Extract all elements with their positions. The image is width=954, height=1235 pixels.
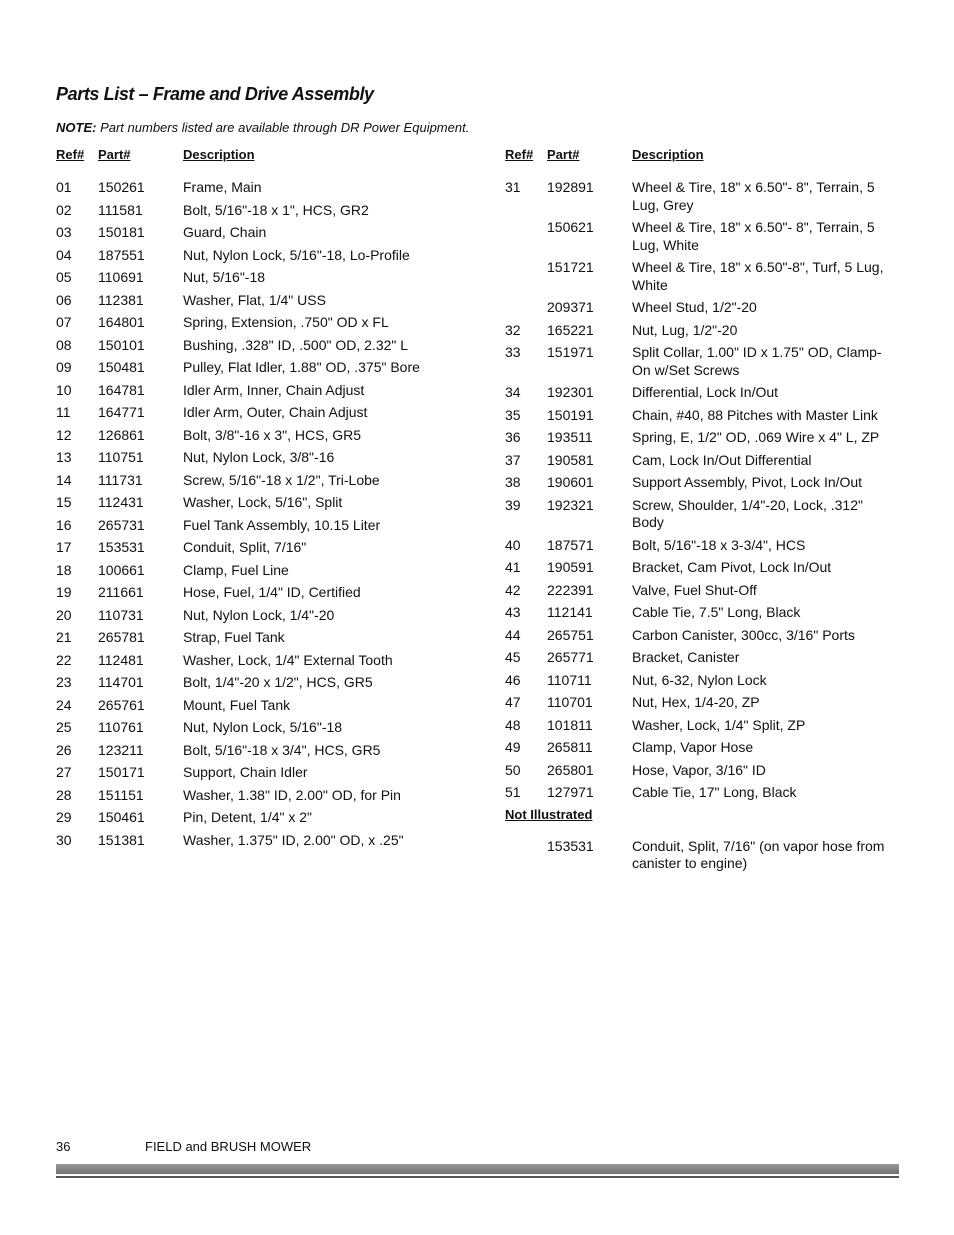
table-header [56, 147, 476, 167]
table-row [56, 202, 476, 220]
table-row [505, 649, 905, 667]
description-cell: Conduit, Split, 7/16" [183, 539, 307, 555]
part-number-cell: 110761 [98, 719, 144, 735]
ref-cell: 33 [505, 344, 521, 360]
ref-cell: 39 [505, 496, 521, 513]
part-number-cell: 265761 [98, 696, 145, 713]
ref-cell: 24 [56, 696, 72, 713]
part-number-cell: 150191 [547, 406, 594, 423]
table-row [56, 584, 476, 602]
ref-cell: 25 [56, 719, 72, 735]
part-number-cell: 190591 [547, 559, 594, 575]
table-row [56, 607, 476, 625]
ref-cell: 45 [505, 649, 521, 665]
not-illustrated-rows [505, 838, 905, 873]
description-cell: Bracket, Canister [632, 649, 740, 665]
table-row [56, 562, 476, 580]
table-row [505, 604, 905, 622]
table-row [56, 359, 476, 377]
description-cell: Support Assembly, Pivot, Lock In/Out [632, 474, 863, 490]
note-label: NOTE: [56, 120, 97, 135]
part-number-cell: 150621 [547, 219, 594, 235]
parts-rows-right [505, 179, 905, 802]
description-cell: Conduit, Split, 7/16" (on vapor hose from canister to engine) [632, 837, 885, 871]
part-number-cell: 112141 [547, 604, 593, 620]
table-row [56, 674, 476, 692]
not-illustrated-heading: Not Illustrated [505, 806, 593, 822]
table-row [56, 382, 476, 400]
header-part: Part# [98, 147, 131, 162]
table-row [56, 697, 476, 715]
description-cell: Bushing, .328" ID, .500" OD, 2.32" L [183, 336, 409, 353]
ref-cell: 35 [505, 406, 521, 423]
ref-cell: 32 [505, 321, 521, 338]
part-number-cell: 192321 [547, 496, 594, 513]
table-row [56, 494, 476, 512]
table-row [56, 652, 476, 670]
header-ref: Ref# [505, 147, 534, 162]
description-cell: Hose, Vapor, 3/16" ID [632, 761, 766, 778]
description-cell: Screw, 5/16"-18 x 1/2", Tri-Lobe [183, 471, 380, 488]
description-cell: Bracket, Cam Pivot, Lock In/Out [632, 559, 832, 575]
table-row [505, 762, 905, 780]
table-row [56, 404, 476, 422]
table-row [505, 784, 905, 802]
description-cell: Frame, Main [183, 179, 262, 195]
part-number-cell: 192301 [547, 384, 594, 400]
ref-cell: 31 [505, 179, 521, 195]
part-number-cell: 123211 [98, 741, 144, 758]
part-number-cell: 265731 [98, 516, 145, 533]
part-number-cell: 110731 [98, 606, 144, 623]
table-row [56, 269, 476, 287]
table-row [505, 559, 905, 577]
table-row [505, 739, 905, 757]
ref-cell: 29 [56, 809, 72, 825]
part-number-cell: 150461 [98, 809, 145, 825]
part-number-cell: 190581 [547, 451, 594, 468]
ref-cell: 11 [56, 404, 71, 420]
table-row [505, 219, 905, 254]
part-number-cell: 187571 [547, 536, 594, 553]
header-description: Description [632, 147, 704, 162]
ref-cell: 16 [56, 516, 72, 533]
description-cell: Washer, Lock, 1/4" External Tooth [183, 651, 393, 668]
part-number-cell: 150101 [98, 336, 145, 353]
ref-cell: 47 [505, 694, 521, 710]
ref-cell: 12 [56, 426, 72, 443]
description-cell: Washer, 1.38" ID, 2.00" OD, for Pin [183, 786, 401, 803]
table-row [56, 472, 476, 490]
part-number-cell: 100661 [98, 561, 145, 578]
description-cell: Spring, E, 1/2" OD, .069 Wire x 4" L, ZP [632, 429, 880, 445]
description-cell: Nut, Nylon Lock, 1/4"-20 [183, 606, 335, 623]
part-number-cell: 150181 [98, 224, 145, 240]
description-cell: Washer, Lock, 5/16", Split [183, 494, 343, 510]
header-part: Part# [547, 147, 580, 162]
table-row [505, 672, 905, 690]
part-number-cell: 153531 [547, 837, 594, 854]
part-number-cell: 151151 [98, 786, 144, 803]
description-cell: Differential, Lock In/Out [632, 384, 779, 400]
footer-title: FIELD and BRUSH MOWER [145, 1139, 312, 1154]
part-number-cell: 101811 [547, 716, 593, 733]
part-number-cell: 193511 [547, 429, 593, 445]
header-ref: Ref# [56, 147, 85, 162]
ref-cell: 04 [56, 246, 72, 263]
table-row [56, 787, 476, 805]
table-row [56, 314, 476, 332]
part-number-cell: 211661 [98, 584, 144, 600]
description-cell: Cable Tie, 7.5" Long, Black [632, 604, 801, 620]
ref-cell: 10 [56, 381, 72, 398]
description-cell: Split Collar, 1.00" ID x 1.75" OD, Clamp-On w/Set Screws [632, 344, 882, 378]
ref-cell: 44 [505, 626, 521, 643]
description-cell: Wheel Stud, 1/2"-20 [632, 299, 757, 315]
table-row [56, 292, 476, 310]
table-row [505, 497, 905, 532]
description-cell: Nut, 6-32, Nylon Lock [632, 671, 767, 688]
description-cell: Pin, Detent, 1/4" x 2" [183, 809, 313, 825]
part-number-cell: 127971 [547, 784, 594, 800]
part-number-cell: 164801 [98, 314, 145, 330]
ref-cell: 05 [56, 269, 72, 285]
table-row [505, 384, 905, 402]
table-row [56, 247, 476, 265]
description-cell: Bolt, 5/16"-18 x 3-3/4", HCS [632, 536, 806, 553]
description-cell: Strap, Fuel Tank [183, 629, 285, 645]
part-number-cell: 151971 [547, 344, 594, 360]
part-number-cell: 110751 [98, 449, 144, 465]
description-cell: Nut, Lug, 1/2"-20 [632, 321, 738, 338]
part-number-cell: 150481 [98, 359, 145, 375]
description-cell: Screw, Shoulder, 1/4"-20, Lock, .312" Body [632, 496, 863, 530]
table-row [505, 627, 905, 645]
part-number-cell: 111581 [98, 201, 143, 218]
part-number-cell: 114701 [98, 674, 144, 690]
part-number-cell: 265751 [547, 626, 594, 643]
part-number-cell: 112381 [98, 291, 144, 308]
description-cell: Mount, Fuel Tank [183, 696, 291, 713]
ref-cell: 06 [56, 291, 72, 308]
ref-cell: 51 [505, 784, 521, 800]
part-number-cell: 111731 [98, 471, 143, 488]
table-row [505, 259, 905, 294]
ref-cell: 27 [56, 764, 72, 780]
table-row [56, 539, 476, 557]
description-cell: Wheel & Tire, 18" x 6.50"- 8", Terrain, 5 Lug, White [632, 219, 875, 253]
table-row [56, 179, 476, 197]
footer-rule [56, 1176, 899, 1178]
part-number-cell: 164781 [98, 381, 145, 398]
description-cell: Idler Arm, Inner, Chain Adjust [183, 381, 365, 398]
part-number-cell: 112481 [98, 651, 144, 668]
description-cell: Bolt, 5/16"-18 x 1", HCS, GR2 [183, 201, 369, 218]
ref-cell: 23 [56, 674, 72, 690]
ref-cell: 49 [505, 739, 521, 755]
description-cell: Wheel & Tire, 18" x 6.50"-8", Turf, 5 Lug, White [632, 259, 884, 293]
part-number-cell: 209371 [547, 299, 594, 315]
part-number-cell: 151381 [98, 831, 145, 848]
description-cell: Cam, Lock In/Out Differential [632, 451, 812, 468]
ref-cell: 30 [56, 831, 72, 848]
description-cell: Cable Tie, 17" Long, Black [632, 784, 797, 800]
table-row [505, 429, 905, 447]
header-description: Description [183, 147, 255, 162]
part-number-cell: 165221 [547, 321, 594, 338]
table-row [56, 809, 476, 827]
ref-cell: 07 [56, 314, 72, 330]
description-cell: Support, Chain Idler [183, 764, 308, 780]
description-cell: Fuel Tank Assembly, 10.15 Liter [183, 516, 381, 533]
parts-table-left [56, 147, 476, 854]
part-number-cell: 265811 [547, 739, 593, 755]
description-cell: Bolt, 5/16"-18 x 3/4", HCS, GR5 [183, 741, 381, 758]
table-row [505, 322, 905, 340]
parts-table-right [505, 147, 905, 878]
ref-cell: 38 [505, 474, 521, 490]
ref-cell: 14 [56, 471, 72, 488]
ref-cell: 20 [56, 606, 72, 623]
part-number-cell: 187551 [98, 246, 145, 263]
description-cell: Bolt, 3/8"-16 x 3", HCS, GR5 [183, 426, 362, 443]
description-cell: Wheel & Tire, 18" x 6.50"- 8", Terrain, 5 Lug, Grey [632, 179, 875, 213]
ref-cell: 50 [505, 761, 521, 778]
part-number-cell: 112431 [98, 494, 144, 510]
part-number-cell: 153531 [98, 539, 145, 555]
table-row [56, 337, 476, 355]
ref-cell: 26 [56, 741, 72, 758]
table-row [56, 719, 476, 737]
description-cell: Carbon Canister, 300cc, 3/16" Ports [632, 626, 855, 643]
description-cell: Washer, 1.375" ID, 2.00" OD, x .25" [183, 831, 404, 848]
table-row [56, 764, 476, 782]
ref-cell: 37 [505, 451, 521, 468]
description-cell: Spring, Extension, .750" OD x FL [183, 314, 389, 330]
table-row [56, 224, 476, 242]
table-row [505, 717, 905, 735]
description-cell: Nut, Hex, 1/4-20, ZP [632, 694, 760, 710]
ref-cell: 41 [505, 559, 521, 575]
note-text: Part numbers listed are available through DR Power Equipment. [100, 120, 470, 135]
part-number-cell: 265781 [98, 629, 145, 645]
ref-cell: 09 [56, 359, 72, 375]
part-number-cell: 126861 [98, 426, 145, 443]
ref-cell: 36 [505, 429, 521, 445]
ref-cell: 43 [505, 604, 521, 620]
table-row [56, 427, 476, 445]
table-row [56, 517, 476, 535]
table-row [505, 344, 905, 379]
ref-cell: 01 [56, 179, 72, 195]
ref-cell: 48 [505, 716, 521, 733]
ref-cell: 15 [56, 494, 72, 510]
part-number-cell: 222391 [547, 581, 594, 598]
ref-cell: 08 [56, 336, 72, 353]
description-cell: Nut, Nylon Lock, 5/16"-18, Lo-Profile [183, 246, 410, 263]
description-cell: Washer, Lock, 1/4" Split, ZP [632, 716, 806, 733]
part-number-cell: 110711 [547, 671, 592, 688]
table-row [505, 179, 905, 214]
table-row [56, 742, 476, 760]
ref-cell: 18 [56, 561, 72, 578]
description-cell: Chain, #40, 88 Pitches with Master Link [632, 406, 878, 423]
ref-cell: 34 [505, 384, 521, 400]
description-cell: Nut, Nylon Lock, 5/16"-18 [183, 719, 343, 735]
part-number-cell: 265801 [547, 761, 594, 778]
part-number-cell: 110691 [98, 269, 144, 285]
ref-cell: 40 [505, 536, 521, 553]
table-row [505, 694, 905, 712]
table-row [505, 838, 905, 873]
description-cell: Guard, Chain [183, 224, 267, 240]
description-cell: Nut, Nylon Lock, 3/8"-16 [183, 449, 335, 465]
page-number: 36 [56, 1139, 71, 1154]
parts-rows-left [56, 179, 476, 849]
part-number-cell: 150171 [98, 764, 145, 780]
table-row [505, 582, 905, 600]
part-number-cell: 190601 [547, 474, 594, 490]
ref-cell: 42 [505, 581, 521, 598]
table-row [56, 449, 476, 467]
table-row [56, 629, 476, 647]
ref-cell: 21 [56, 629, 72, 645]
table-row [505, 452, 905, 470]
part-number-cell: 151721 [547, 259, 594, 275]
part-number-cell: 110701 [547, 694, 593, 710]
description-cell: Nut, 5/16"-18 [183, 269, 266, 285]
description-cell: Washer, Flat, 1/4" USS [183, 291, 326, 308]
part-number-cell: 265771 [547, 649, 594, 665]
description-cell: Clamp, Vapor Hose [632, 739, 754, 755]
ref-cell: 03 [56, 224, 72, 240]
part-number-cell: 164771 [98, 404, 145, 420]
note [56, 120, 469, 135]
table-row [505, 299, 905, 317]
page-title: Parts List – Frame and Drive Assembly [56, 84, 374, 104]
ref-cell: 13 [56, 449, 72, 465]
part-number-cell: 192891 [547, 179, 594, 195]
description-cell: Bolt, 1/4"-20 x 1/2", HCS, GR5 [183, 674, 373, 690]
description-cell: Valve, Fuel Shut-Off [632, 581, 757, 598]
description-cell: Pulley, Flat Idler, 1.88" OD, .375" Bore [183, 359, 420, 375]
table-row [56, 832, 476, 850]
ref-cell: 46 [505, 671, 521, 688]
table-row [505, 474, 905, 492]
table-row [505, 407, 905, 425]
description-cell: Clamp, Fuel Line [183, 561, 289, 578]
ref-cell: 19 [56, 584, 72, 600]
footer-bar [56, 1164, 899, 1174]
table-header [505, 147, 905, 167]
description-cell: Hose, Fuel, 1/4" ID, Certified [183, 584, 361, 600]
ref-cell: 28 [56, 786, 72, 803]
part-number-cell: 150261 [98, 179, 145, 195]
ref-cell: 02 [56, 201, 72, 218]
ref-cell: 22 [56, 651, 72, 668]
ref-cell: 17 [56, 539, 72, 555]
table-row [505, 537, 905, 555]
description-cell: Idler Arm, Outer, Chain Adjust [183, 404, 368, 420]
